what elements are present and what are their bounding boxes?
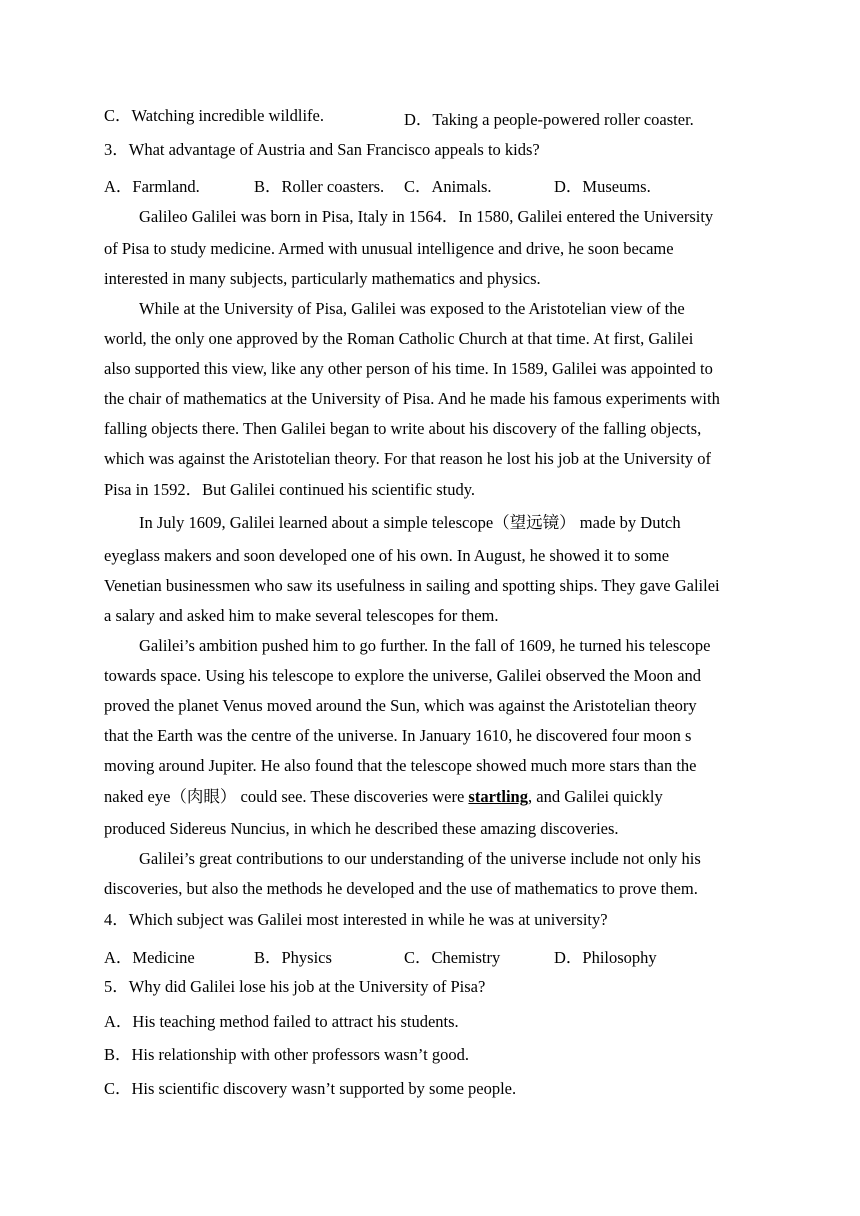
passage-p4-line: proved the planet Venus moved around the Sun, which was against the Aristotelian theory xyxy=(104,696,697,715)
passage-p5-line: Galilei’s great contributions to our understanding of the universe include not only his xyxy=(139,849,701,868)
q2-option-d: D．Taking a people-powered roller coaster. xyxy=(404,110,694,129)
q3-question: 3．What advantage of Austria and San Francisco appeals to kids? xyxy=(104,140,540,159)
passage-p4-line-startling xyxy=(104,787,663,807)
q4-option-c: C．Chemistry xyxy=(404,948,501,967)
passage-p2-line: which was against the Aristotelian theory. For that reason he lost his job at the University of xyxy=(104,449,712,468)
q4-option-b: B．Physics xyxy=(254,948,332,967)
passage-p4-line: produced Sidereus Nuncius, in which he described these amazing discoveries. xyxy=(104,819,619,838)
q3-option-d: D．Museums. xyxy=(554,177,651,196)
passage-p2-line: falling objects there. Then Galilei began to write about his discovery of the falling objects, xyxy=(104,419,702,438)
passage-p4-line: towards space. Using his telescope to explore the universe, Galilei observed the Moon and xyxy=(104,666,702,685)
passage-p2-line: Pisa in 1592．But Galilei continued his scientific study. xyxy=(104,480,476,499)
q5-question: 5．Why did Galilei lose his job at the University of Pisa? xyxy=(104,977,486,996)
q2-option-c: C．Watching incredible wildlife. xyxy=(104,106,324,125)
passage-p3-line: In July 1609, Galilei learned about a simple telescope（望远镜） made by Dutch xyxy=(139,513,681,532)
passage-p3-line: eyeglass makers and soon developed one of his own. In August, he showed it to some xyxy=(104,546,670,565)
passage-p1-line: Galileo Galilei was born in Pisa, Italy in 1564．In 1580, Galilei entered the University xyxy=(139,207,714,226)
passage-p4-line: that the Earth was the centre of the universe. In January 1610, he discovered four moon s xyxy=(104,726,692,745)
q3-option-b: B．Roller coasters. xyxy=(254,177,385,196)
q4-question: 4．Which subject was Galilei most interested in while he was at university? xyxy=(104,910,608,929)
q2-options-row xyxy=(104,106,324,126)
passage-text: naked eye（肉眼） could see. These discoveries were xyxy=(104,787,469,806)
passage-p4-line: moving around Jupiter. He also found that the telescope showed much more stars than the xyxy=(104,756,697,775)
q5-option-a: A．His teaching method failed to attract his students. xyxy=(104,1012,459,1031)
underlined-word-startling: startling xyxy=(468,787,528,806)
passage-p3-line: Venetian businessmen who saw its usefulness in sailing and spotting ships. They gave Galilei xyxy=(104,576,720,595)
passage-p1-line: interested in many subjects, particularly mathematics and physics. xyxy=(104,269,541,288)
passage-p1-line: of Pisa to study medicine. Armed with unusual intelligence and drive, he soon became xyxy=(104,239,674,258)
q3-option-c: C．Animals. xyxy=(404,177,492,196)
passage-p3-line: a salary and asked him to make several telescopes for them. xyxy=(104,606,499,625)
passage-p2-line: the chair of mathematics at the University of Pisa. And he made his famous experiments with xyxy=(104,389,720,408)
passage-p5-line: discoveries, but also the methods he developed and the use of mathematics to prove them. xyxy=(104,879,698,898)
passage-text: , and Galilei quickly xyxy=(528,787,663,806)
passage-p2-line: also supported this view, like any other person of his time. In 1589, Galilei was appointed to xyxy=(104,359,713,378)
q4-option-d: D．Philosophy xyxy=(554,948,657,967)
q3-option-a: A．Farmland. xyxy=(104,177,200,196)
q5-option-b: B．His relationship with other professors wasn’t good. xyxy=(104,1045,469,1064)
q4-option-a: A．Medicine xyxy=(104,948,195,967)
passage-p2-line: world, the only one approved by the Roman Catholic Church at that time. At first, Galilei xyxy=(104,329,694,348)
q5-option-c: C．His scientific discovery wasn’t supported by some people. xyxy=(104,1079,517,1098)
passage-p4-line: Galilei’s ambition pushed him to go further. In the fall of 1609, he turned his telescope xyxy=(139,636,711,655)
passage-p2-line: While at the University of Pisa, Galilei was exposed to the Aristotelian view of the xyxy=(139,299,685,318)
